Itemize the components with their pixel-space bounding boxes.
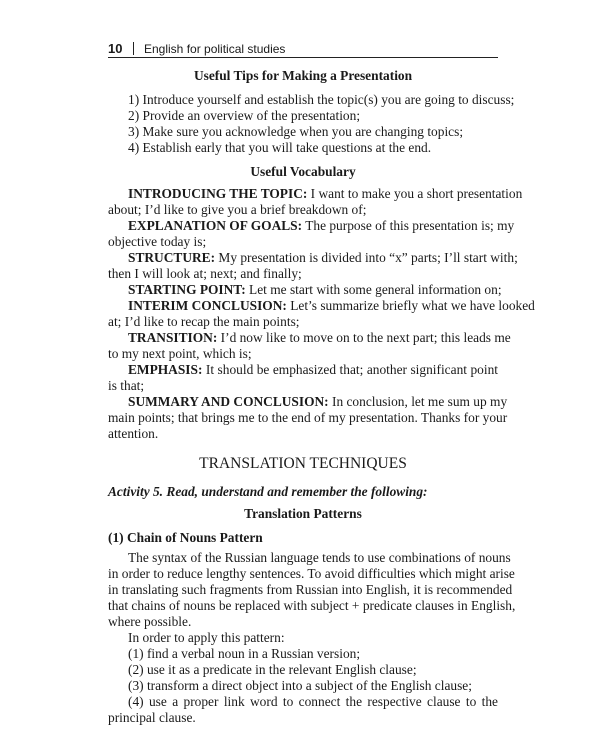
vocab-text: My presentation is divided into “x” parts; I’ll start with; [215,250,518,265]
vocab-line: about; I’d like to give you a brief breakdown of; [108,202,367,217]
body-line: that chains of nouns be replaced with subject + predicate clauses in English, [108,598,516,613]
body-line: In order to apply this pattern: [128,630,285,645]
vocab-line: to my next point, which is; [108,346,252,361]
vocab-line: at; I’d like to recap the main points; [108,314,300,329]
vocab-term: INTERIM CONCLUSION: [128,298,287,313]
vocabulary-heading: Useful Vocabulary [250,164,356,179]
pattern-heading: (1) Chain of Nouns Pattern [108,530,263,545]
step-item: (2) use it as a predicate in the relevant English clause; [128,662,417,677]
tips-item: 1) Introduce yourself and establish the topic(s) you are going to discuss; [128,92,515,107]
body-line: in order to reduce lengthy sentences. To avoid difficulties which might arise [108,566,515,581]
step-item: (1) find a verbal noun in a Russian version; [128,646,361,661]
vocab-term: STRUCTURE: [128,250,216,265]
vocab-entry [108,362,498,378]
vocab-term: EXPLANATION OF GOALS: [128,218,303,233]
vocab-term: INTRODUCING THE TOPIC: [128,186,308,201]
tips-item: 3) Make sure you acknowledge when you are changing topics; [128,124,464,139]
step-item: principal clause. [108,710,196,725]
vocab-entry [108,218,515,234]
header-separator [133,42,134,55]
vocab-term: STARTING POINT: [128,282,246,297]
vocab-line: is that; [108,378,145,393]
body-line: where possible. [108,614,192,629]
vocab-line: objective today is; [108,234,207,249]
body-line: The syntax of the Russian language tends to use combinations of nouns [128,550,511,565]
vocab-text: The purpose of this presentation is; my [302,218,515,233]
vocab-text: I want to make you a short presentation [307,186,523,201]
vocab-line: then I will look at; next; and finally; [108,266,302,281]
vocab-term: TRANSITION: [128,330,218,345]
vocab-entry [108,330,511,346]
tips-item: 2) Provide an overview of the presentation; [128,108,361,123]
page-number: 10 [108,41,123,56]
vocab-entry [108,186,523,202]
vocab-entry [108,250,518,266]
vocab-text: Let me start with some general information on; [245,282,502,297]
vocab-term: EMPHASIS: [128,362,203,377]
section-title: TRANSLATION TECHNIQUES [199,455,407,472]
activity-instruction: Activity 5. Read, understand and remember the following: [108,484,428,499]
vocab-text: In conclusion, let me sum up my [328,394,508,409]
vocab-term: SUMMARY AND CONCLUSION: [128,394,329,409]
vocab-line: main points; that brings me to the end of my presentation. Thanks for your [108,410,508,425]
vocab-entry [108,394,508,410]
header-rule [108,57,498,58]
vocab-entry [108,298,535,314]
vocab-text: It should be emphasized that; another significant point [202,362,498,377]
tips-heading: Useful Tips for Making a Presentation [193,68,413,83]
translation-patterns-heading: Translation Patterns [244,506,362,521]
step-item: (4) use a proper link word to connect the respective clause to the [128,694,498,709]
vocab-entry [108,282,502,298]
tips-item: 4) Establish early that you will take questions at the end. [128,140,432,155]
vocab-text: I’d now like to move on to the next part; this leads me [217,330,511,345]
vocab-text: Let’s summarize briefly what we have looked [286,298,535,313]
running-header [108,41,498,59]
body-line: in translating such fragments from Russian into English, it is recommended [108,582,513,597]
step-item: (3) transform a direct object into a subject of the English clause; [128,678,472,693]
vocab-line: attention. [108,426,159,441]
running-title: English for political studies [144,42,286,56]
